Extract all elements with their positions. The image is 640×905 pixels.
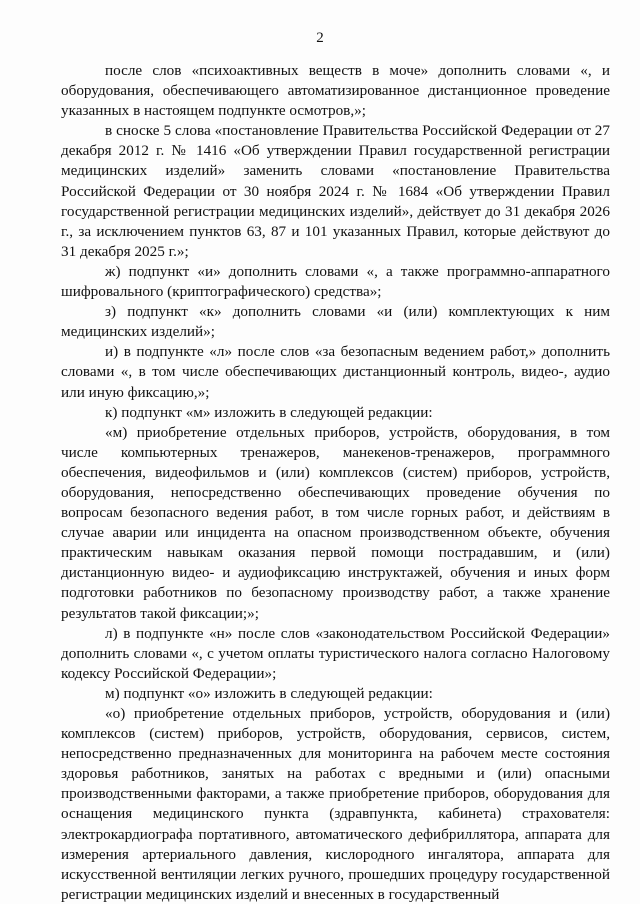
paragraph-subitem-o-text: «о) приобретение отдельных приборов, устройств, оборудования и (или) комплексов (систем) приборов, устройств, оборудования, сервисов, систем, непосредственно предназначенных для мониторинга на рабочем месте состояния здоровья работников, занятых на работах с вредными и (или) опасными производственными факторами, а также приобретение приборов, оборудования для оснащения медицинского пункта (здравпункта, кабинета) страхователя: электрокардиографа портативного, автоматического дефибриллятора, аппарата для измерения артериального давления, кислородного ингалятора, аппарата для искусственной вентиляции легких ручного, прошедших процедуру государственной регистрации медицинских изделий и внесенных в государственный	[61, 705, 610, 903]
paragraph-subitem-l: л) в подпункте «н» после слов «законодательством Российской Федерации» дополнить словами «, с учетом оплаты туристического налога согласно Налоговому кодексу Российской Федерации»;	[61, 624, 610, 682]
paragraph-subitem-zh: ж) подпункт «и» дополнить словами «, а также программно-аппаратного шифровального (криптографического) средства»;	[61, 262, 610, 301]
paragraph-psychoactive-substances: после слов «психоактивных веществ в моче» дополнить словами «, и оборудования, обеспечивающего автоматизированное дистанционное проведение указанных в настоящем подпункте осмотров,»;	[61, 62, 610, 120]
paragraph-subitem-k: к) подпункт «м» изложить в следующей редакции:	[105, 403, 433, 421]
paragraph-subitem-m-text: «м) приобретение отдельных приборов, устройств, оборудования, в том числе компьютерных тренажеров, манекенов-тренажеров, программного обеспечения, видеофильмов и (или) комплексов (систем) приборов, устройств, оборудования, непосредственно обеспечивающих проведение обучения по вопросам безопасного ведения работ, в том числе горных работ, и действиям в случае аварии или инцидента на опасном производственном объекте, обучения практическим навыкам оказания первой помощи пострадавшим, и (или) дистанционную видео- и аудиофиксацию инструктажей, обучения и иных форм подготовки работников по безопасному производству работ, а также хранение результатов такой фиксации;»;	[61, 423, 610, 622]
paragraph-subitem-z: з) подпункт «к» дополнить словами «и (или) комплектующих к ним медицинских изделий»;	[61, 303, 610, 341]
paragraph-subitem-i: и) в подпункте «л» после слов «за безопасным ведением работ,» дополнить словами «, в том числе обеспечивающих дистанционный контроль, видео-, аудио или иную фиксацию,»;	[61, 343, 610, 401]
paragraph-footnote-5: в сноске 5 слова «постановление Правительства Российской Федерации от 27 декабря 2012 г. № 1416 «Об утверждении Правил государственной регистрации медицинских изделий» заменить словами «постановление Правительства Российской Федерации от 30 ноября 2024 г. № 1684 «Об утверждении Правил государственной регистрации медицинских изделий», действует до 31 декабря 2026 г., за исключением пунктов 63, 87 и 101 указанных Правил, которые действуют до 31 декабря 2025 г.»;	[61, 122, 610, 260]
page-number: 2	[316, 30, 324, 46]
paragraph-subitem-m: м) подпункт «о» изложить в следующей редакции:	[105, 684, 433, 702]
document-body	[61, 61, 610, 905]
